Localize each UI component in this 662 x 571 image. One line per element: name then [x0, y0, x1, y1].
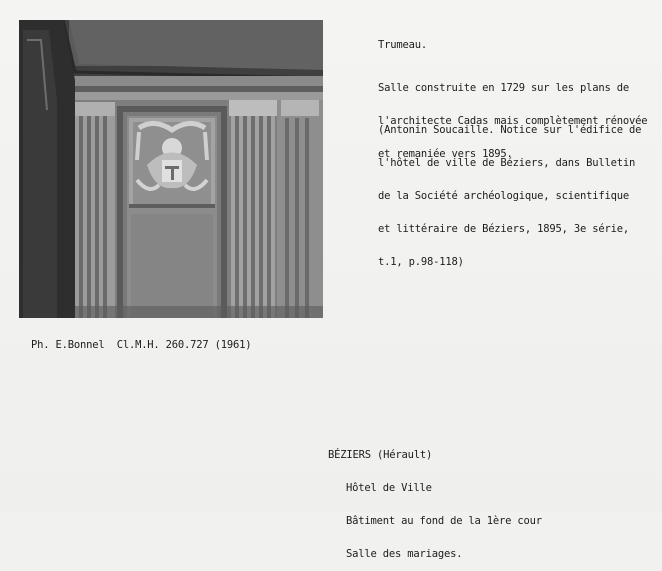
description-line: l'architecte Cadas mais complètement rénovée	[378, 115, 648, 127]
location-detail: Hôtel de Ville	[346, 482, 432, 494]
photograph-trumeau	[19, 20, 323, 318]
location-detail: Salle des mariages.	[346, 548, 463, 560]
location-city: BÉZIERS (Hérault)	[328, 449, 433, 461]
reference-line: (Antonin Soucaille. Notice sur l'édifice de	[378, 124, 642, 136]
description-line: et remaniée vers 1895.	[378, 148, 513, 160]
photo-illustration	[19, 20, 323, 318]
reference-line: t.1, p.98-118)	[378, 256, 464, 268]
reference-line: l'hôtel de ville de Béziers, dans Bulletin	[378, 157, 636, 169]
reference-line: de la Société archéologique, scientifique	[378, 190, 629, 202]
document-title: Trumeau.	[378, 39, 427, 51]
reference-line: et littéraire de Béziers, 1895, 3e série,	[378, 223, 629, 235]
photo-credit: Ph. E.Bonnel Cl.M.H. 260.727 (1961)	[31, 339, 252, 351]
reference-paragraph	[378, 103, 641, 279]
location-block	[328, 428, 542, 571]
description-line: Salle construite en 1729 sur les plans de	[378, 82, 629, 94]
location-detail: Bâtiment au fond de la 1ère cour	[346, 515, 542, 527]
